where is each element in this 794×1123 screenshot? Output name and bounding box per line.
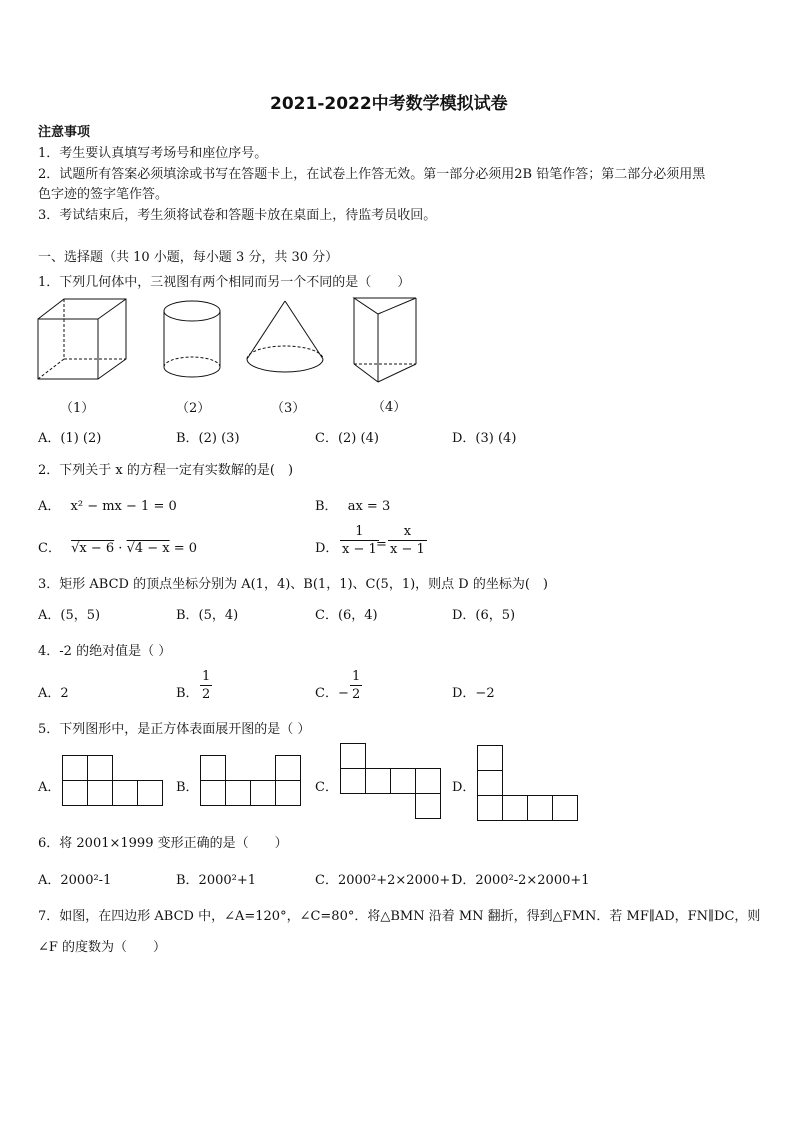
option-b[interactable]: B．(5，4) xyxy=(176,608,239,623)
option-b-fraction xyxy=(200,669,212,702)
fraction-bar xyxy=(340,540,379,541)
equation-c-sqrt-1: √x − 6 xyxy=(71,541,115,556)
option-label[interactable]: D． xyxy=(452,780,476,795)
notice-item: 1．考生要认真填写考场号和座位序号。 xyxy=(38,146,268,161)
notice-item: 色字迹的签字笔作答。 xyxy=(38,187,169,202)
figure-caption: （1） xyxy=(60,401,95,416)
notice-item: 2．试题所有答案必须填涂或书写在答题卡上，在试卷上作答无效。第一部分必须用2B 铅笔作答；第二部分必须用黑 xyxy=(38,167,706,182)
option-b[interactable] xyxy=(315,495,390,514)
option-d[interactable]: D．−2 xyxy=(452,686,495,701)
option-label[interactable]: B． xyxy=(176,780,199,795)
fraction-bar xyxy=(388,540,427,541)
option-d[interactable]: D．(6，5) xyxy=(452,608,516,623)
option-a[interactable]: A．(1) (2) xyxy=(38,431,102,446)
cube-net-b xyxy=(200,755,301,806)
option-c[interactable]: C．(6，4) xyxy=(315,608,378,623)
cube-net-c xyxy=(340,743,441,819)
option-d[interactable]: D．(3) (4) xyxy=(452,431,517,446)
denominator: 2 xyxy=(202,687,211,702)
question-7-stem-continued: ∠F 的度数为（ ） xyxy=(38,940,167,955)
equation-c-dot: · xyxy=(118,541,123,556)
question-1-stem: 1．下列几何体中，三视图有两个相同而另一个不同的是（ ） xyxy=(38,275,411,290)
equation-d-fraction-2 xyxy=(388,524,427,557)
numerator: 1 xyxy=(202,669,211,684)
option-a[interactable]: A．2000²-1 xyxy=(38,873,112,888)
numerator: x xyxy=(403,524,412,539)
figure-caption: （4） xyxy=(372,400,407,415)
option-label: C． xyxy=(38,541,61,556)
equation-b: ax = 3 xyxy=(347,499,391,514)
figure-caption: （3） xyxy=(271,401,306,416)
equation-d-fraction-1 xyxy=(340,524,379,557)
option-c[interactable] xyxy=(38,537,197,556)
option-a[interactable]: A．2 xyxy=(38,686,69,701)
question-2-stem: 2．下列关于 x 的方程一定有实数解的是( ) xyxy=(38,463,294,478)
question-6-stem: 6．将 2001×1999 变形正确的是（ ） xyxy=(38,836,288,851)
option-c[interactable]: C．(2) (4) xyxy=(315,431,379,446)
fraction-bar xyxy=(350,685,362,686)
equation-a: x² − mx − 1 = 0 xyxy=(70,499,177,514)
option-a[interactable]: A．(5，5) xyxy=(38,608,101,623)
fraction-bar xyxy=(200,685,212,686)
question-3-stem: 3．矩形 ABCD 的顶点坐标分别为 A(1，4)、B(1，1)、C(5，1)，则点 D 的坐标为( ) xyxy=(38,577,548,592)
numerator: 1 xyxy=(355,524,364,539)
denominator: x − 1 xyxy=(342,542,377,557)
option-c[interactable]: C．2000²+2×2000+1 xyxy=(315,873,459,888)
figure-caption: （2） xyxy=(176,401,211,416)
cone-figure xyxy=(243,297,327,387)
prism-figure xyxy=(350,292,424,388)
question-5-stem: 5．下列图形中，是正方体表面展开图的是（ ） xyxy=(38,722,311,737)
cube-figure xyxy=(36,297,136,387)
option-c-label[interactable]: C．− xyxy=(315,686,349,701)
option-label: B． xyxy=(315,499,338,514)
option-label[interactable]: A． xyxy=(38,780,61,795)
question-7-stem: 7．如图，在四边形 ABCD 中，∠A=120°，∠C=80°．将△BMN 沿着 MN 翻折，得到△FMN．若 MF∥AD，FN∥DC，则 xyxy=(38,909,761,924)
page-title: 2021-2022中考数学模拟试卷 xyxy=(270,94,508,114)
notice-item: 3．考试结束后，考生须将试卷和答题卡放在桌面上，待监考员收回。 xyxy=(38,208,437,223)
cylinder-figure xyxy=(160,297,224,387)
option-d[interactable]: D．2000²-2×2000+1 xyxy=(452,873,590,888)
option-a[interactable] xyxy=(38,495,177,514)
option-label: A． xyxy=(38,499,61,514)
notice-heading: 注意事项 xyxy=(38,125,91,140)
option-label[interactable]: D． xyxy=(315,541,339,556)
equation-c-eq: = 0 xyxy=(173,541,198,556)
question-4-stem: 4．-2 的绝对值是（ ） xyxy=(38,644,172,659)
cube-net-d xyxy=(477,745,578,821)
cube-net-a xyxy=(62,755,163,806)
section-heading: 一、选择题（共 10 小题，每小题 3 分，共 30 分） xyxy=(38,250,339,265)
denominator: x − 1 xyxy=(390,542,425,557)
numerator: 1 xyxy=(352,669,361,684)
option-b[interactable]: B．2000²+1 xyxy=(176,873,257,888)
option-label[interactable]: C． xyxy=(315,780,338,795)
equation-c-sqrt-2: √4 − x xyxy=(126,541,170,556)
equation-d-eq: = xyxy=(376,537,387,552)
denominator: 2 xyxy=(352,687,361,702)
option-b[interactable]: B．(2) (3) xyxy=(176,431,240,446)
option-c-fraction xyxy=(350,669,362,702)
option-b-label[interactable]: B． xyxy=(176,686,199,701)
